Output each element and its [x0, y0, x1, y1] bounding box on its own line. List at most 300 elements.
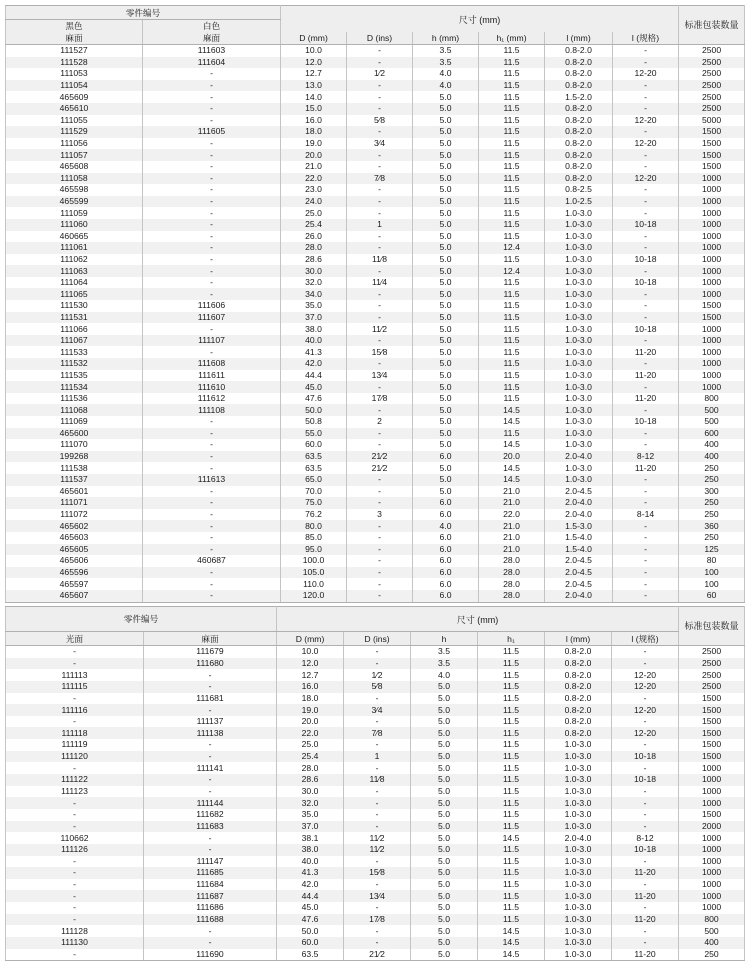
diameter-mm: 42.0 [277, 879, 344, 891]
part-number-primary: 465601 [6, 486, 143, 498]
shank-height: 21.0 [479, 520, 545, 532]
part-number-secondary: - [144, 751, 277, 763]
table-row [6, 323, 745, 335]
shank-height: 14.5 [479, 474, 545, 486]
col-diameter-mm: D (mm) [281, 32, 347, 45]
diameter-mm: 45.0 [277, 902, 344, 914]
shank-height: 12.4 [479, 242, 545, 254]
part-number-secondary: - [143, 254, 281, 266]
grip-spec: - [612, 693, 679, 705]
diameter-ins: - [347, 520, 413, 532]
part-number-secondary: 111603 [143, 45, 281, 57]
pack-quantity: 250 [679, 462, 745, 474]
shank-height: 11.5 [478, 797, 545, 809]
diameter-mm: 19.0 [281, 138, 347, 150]
part-number-secondary: 111612 [143, 393, 281, 405]
grip-spec: - [613, 567, 679, 579]
part-number-primary: 111067 [6, 335, 143, 347]
grip-range: 0.8-2.0 [545, 704, 612, 716]
pack-quantity: 1000 [679, 323, 745, 335]
head-height: 5.0 [413, 486, 479, 498]
part-number-secondary: 111684 [144, 879, 277, 891]
pack-quantity: 2500 [679, 681, 745, 693]
part-number-secondary: 111606 [143, 300, 281, 312]
part-number-secondary: 111138 [144, 727, 277, 739]
diameter-mm: 63.5 [277, 949, 344, 961]
part-number-primary: 111061 [6, 242, 143, 254]
shank-height: 11.5 [478, 646, 545, 658]
part-number-primary: - [6, 949, 144, 961]
part-number-secondary: - [143, 323, 281, 335]
diameter-ins: 3⁄4 [344, 704, 411, 716]
part-number-primary: 111060 [6, 219, 143, 231]
head-height: 5.0 [413, 265, 479, 277]
spec-table-glossy-matte [5, 606, 745, 961]
pack-quantity: 100 [679, 578, 745, 590]
table-row [6, 902, 745, 914]
part-number-primary: 465610 [6, 103, 143, 115]
diameter-mm: 16.0 [281, 115, 347, 127]
grip-spec: - [613, 184, 679, 196]
diameter-ins: - [347, 103, 413, 115]
pack-quantity: 1000 [679, 370, 745, 382]
part-number-secondary: - [143, 219, 281, 231]
diameter-ins: 5⁄8 [344, 681, 411, 693]
part-number-primary: 111068 [6, 404, 143, 416]
table-row [6, 937, 745, 949]
table-row [6, 242, 745, 254]
grip-range: 0.8-2.0 [545, 693, 612, 705]
part-number-secondary: - [143, 207, 281, 219]
part-number-primary: 111123 [6, 786, 144, 798]
grip-spec: - [613, 265, 679, 277]
diameter-mm: 47.6 [281, 393, 347, 405]
diameter-ins: 1 [344, 751, 411, 763]
grip-range: 1.0-3.0 [545, 774, 612, 786]
grip-spec: 8-12 [612, 832, 679, 844]
head-height: 5.0 [413, 300, 479, 312]
part-number-secondary: - [143, 277, 281, 289]
diameter-mm: 12.7 [281, 68, 347, 80]
grip-spec: - [613, 335, 679, 347]
diameter-mm: 110.0 [281, 578, 347, 590]
diameter-mm: 28.6 [277, 774, 344, 786]
part-number-secondary: - [144, 786, 277, 798]
table-row [6, 91, 745, 103]
shank-height: 11.5 [478, 879, 545, 891]
part-number-primary: 465599 [6, 196, 143, 208]
table-row [6, 254, 745, 266]
diameter-ins: - [347, 590, 413, 602]
part-number-secondary: - [143, 91, 281, 103]
pack-quantity: 500 [679, 416, 745, 428]
grip-range: 0.8-2.0 [545, 161, 613, 173]
grip-range: 1.0-3.0 [545, 474, 613, 486]
diameter-mm: 37.0 [281, 312, 347, 324]
pack-quantity: 2500 [679, 103, 745, 115]
part-number-secondary: - [144, 925, 277, 937]
shank-height: 11.5 [479, 126, 545, 138]
grip-range: 1.0-2.5 [545, 196, 613, 208]
diameter-mm: 50.8 [281, 416, 347, 428]
diameter-mm: 38.0 [281, 323, 347, 335]
part-number-secondary: - [143, 288, 281, 300]
diameter-mm: 30.0 [281, 265, 347, 277]
table-row [6, 428, 745, 440]
grip-range: 1.0-3.0 [545, 428, 613, 440]
table-row [6, 520, 745, 532]
part-number-primary: - [6, 856, 144, 868]
part-number-primary: 111130 [6, 937, 144, 949]
pack-quantity: 800 [679, 914, 745, 926]
grip-spec: - [613, 126, 679, 138]
part-number-secondary: - [143, 509, 281, 521]
diameter-ins: 21⁄2 [347, 462, 413, 474]
table-row [6, 57, 745, 69]
part-number-primary: - [6, 809, 144, 821]
diameter-mm: 12.7 [277, 669, 344, 681]
part-number-secondary: - [143, 428, 281, 440]
grip-spec: - [612, 786, 679, 798]
grip-spec: - [613, 474, 679, 486]
dimensions-header: 尺寸 (mm) [277, 607, 679, 632]
head-height: 5.0 [413, 173, 479, 185]
pack-quantity: 1000 [679, 173, 745, 185]
grip-range: 0.8-2.0 [545, 115, 613, 127]
grip-range: 1.0-3.0 [545, 937, 612, 949]
diameter-ins: 13⁄4 [344, 890, 411, 902]
part-number-primary: 465603 [6, 532, 143, 544]
head-height: 6.0 [413, 590, 479, 602]
diameter-ins: - [344, 902, 411, 914]
table-row [6, 716, 745, 728]
grip-spec: - [613, 578, 679, 590]
grip-range: 0.8-2.0 [545, 45, 613, 57]
diameter-ins: - [347, 335, 413, 347]
diameter-mm: 38.0 [277, 844, 344, 856]
table-row [6, 462, 745, 474]
diameter-mm: 70.0 [281, 486, 347, 498]
head-height: 5.0 [411, 681, 478, 693]
part-number-primary: 111063 [6, 265, 143, 277]
table-row [6, 762, 745, 774]
part-number-secondary: - [143, 68, 281, 80]
shank-height: 11.5 [478, 809, 545, 821]
part-number-secondary: 111680 [144, 658, 277, 670]
part-number-primary: - [6, 902, 144, 914]
diameter-mm: 12.0 [277, 658, 344, 670]
grip-range: 1.0-3.0 [545, 462, 613, 474]
grip-spec: - [613, 439, 679, 451]
part-number-primary: 111532 [6, 358, 143, 370]
black-color-header: 黑色 [6, 20, 143, 33]
pack-quantity: 1000 [679, 879, 745, 891]
part-number-primary: - [6, 797, 144, 809]
part-number-primary: 111530 [6, 300, 143, 312]
diameter-ins: 21⁄2 [347, 451, 413, 463]
grip-range: 1.0-3.0 [545, 797, 612, 809]
shank-height: 11.5 [478, 856, 545, 868]
grip-range: 0.8-2.0 [545, 80, 613, 92]
pack-quantity: 1000 [679, 381, 745, 393]
part-number-primary: - [6, 879, 144, 891]
grip-spec: 11-20 [613, 462, 679, 474]
shank-height: 11.5 [478, 669, 545, 681]
col-grip-range: l (mm) [545, 632, 612, 646]
shank-height: 14.5 [478, 949, 545, 961]
shank-height: 21.0 [479, 486, 545, 498]
grip-range: 1.0-3.0 [545, 821, 612, 833]
shank-height: 11.5 [479, 312, 545, 324]
diameter-mm: 120.0 [281, 590, 347, 602]
grip-range: 1.0-3.0 [545, 370, 613, 382]
pack-quantity: 1000 [679, 832, 745, 844]
part-number-primary: 111113 [6, 669, 144, 681]
table-row [6, 532, 745, 544]
grip-range: 1.0-3.0 [545, 739, 612, 751]
diameter-ins: 3⁄4 [347, 138, 413, 150]
head-height: 5.0 [413, 196, 479, 208]
grip-range: 1.0-3.0 [545, 949, 612, 961]
shank-height: 11.5 [479, 207, 545, 219]
head-height: 5.0 [413, 115, 479, 127]
pack-quantity: 80 [679, 555, 745, 567]
head-height: 5.0 [411, 786, 478, 798]
shank-height: 11.5 [478, 727, 545, 739]
grip-spec: 10-18 [613, 277, 679, 289]
part-number-primary: 111528 [6, 57, 143, 69]
pack-quantity: 300 [679, 486, 745, 498]
diameter-mm: 14.0 [281, 91, 347, 103]
head-height: 5.0 [411, 762, 478, 774]
grip-spec: - [613, 497, 679, 509]
diameter-mm: 22.0 [281, 173, 347, 185]
head-height: 5.0 [413, 404, 479, 416]
pack-quantity: 500 [679, 925, 745, 937]
head-height: 5.0 [413, 149, 479, 161]
diameter-ins: 17⁄8 [344, 914, 411, 926]
diameter-ins: - [347, 532, 413, 544]
head-height: 5.0 [413, 288, 479, 300]
part-number-secondary: 111681 [144, 693, 277, 705]
part-number-secondary: - [143, 520, 281, 532]
shank-height: 11.5 [478, 693, 545, 705]
shank-height: 11.5 [479, 300, 545, 312]
grip-spec: - [613, 103, 679, 115]
pack-quantity-header: 标准包装数量 [679, 6, 745, 45]
shank-height: 28.0 [479, 590, 545, 602]
table-row [6, 821, 745, 833]
diameter-mm: 47.6 [277, 914, 344, 926]
table-row [6, 312, 745, 324]
part-number-secondary: 111613 [143, 474, 281, 486]
diameter-ins: - [347, 91, 413, 103]
table-row [6, 346, 745, 358]
head-height: 6.0 [413, 555, 479, 567]
part-number-secondary: - [143, 173, 281, 185]
diameter-ins: - [344, 716, 411, 728]
head-height: 5.0 [411, 844, 478, 856]
shank-height: 21.0 [479, 532, 545, 544]
head-height: 5.0 [411, 902, 478, 914]
matte-finish-header: 麻面 [143, 32, 281, 45]
dimensions-header: 尺寸 (mm) [281, 6, 679, 33]
part-number-secondary: - [144, 669, 277, 681]
matte-finish-header: 麻面 [144, 632, 277, 646]
part-number-secondary: 111107 [143, 335, 281, 347]
part-number-primary: 465605 [6, 544, 143, 556]
grip-range: 1.0-3.0 [545, 786, 612, 798]
grip-range: 1.0-3.0 [545, 809, 612, 821]
grip-range: 1.5-3.0 [545, 520, 613, 532]
part-number-primary: 111122 [6, 774, 144, 786]
diameter-mm: 40.0 [281, 335, 347, 347]
table-row [6, 727, 745, 739]
grip-spec: 10-18 [613, 254, 679, 266]
grip-range: 0.8-2.0 [545, 716, 612, 728]
grip-spec: - [613, 57, 679, 69]
diameter-mm: 19.0 [277, 704, 344, 716]
grip-spec: - [613, 300, 679, 312]
head-height: 5.0 [411, 949, 478, 961]
head-height: 6.0 [413, 544, 479, 556]
part-number-secondary: 111147 [144, 856, 277, 868]
diameter-mm: 32.0 [277, 797, 344, 809]
table-row [6, 693, 745, 705]
part-number-primary: 465597 [6, 578, 143, 590]
grip-spec: - [613, 288, 679, 300]
pack-quantity: 400 [679, 937, 745, 949]
diameter-ins: - [344, 937, 411, 949]
shank-height: 11.5 [479, 335, 545, 347]
head-height: 5.0 [413, 161, 479, 173]
col-grip-spec: l (规格) [612, 632, 679, 646]
part-number-secondary: - [144, 937, 277, 949]
table-row [6, 590, 745, 602]
diameter-ins: 11⁄8 [344, 774, 411, 786]
part-number-secondary: - [143, 346, 281, 358]
part-number-primary: - [6, 914, 144, 926]
pack-quantity-header: 标准包装数量 [679, 607, 745, 646]
part-number-secondary: 111610 [143, 381, 281, 393]
table-row [6, 914, 745, 926]
part-number-primary: 111115 [6, 681, 144, 693]
glossy-finish-header: 光面 [6, 632, 144, 646]
part-number-secondary: - [143, 149, 281, 161]
head-height: 5.0 [413, 474, 479, 486]
pack-quantity: 1500 [679, 739, 745, 751]
grip-spec: - [612, 937, 679, 949]
table-row [6, 231, 745, 243]
diameter-ins: 15⁄8 [347, 346, 413, 358]
head-height: 3.5 [411, 658, 478, 670]
grip-range: 1.0-3.0 [545, 265, 613, 277]
grip-range: 1.0-3.0 [545, 879, 612, 891]
head-height: 3.5 [413, 45, 479, 57]
diameter-mm: 95.0 [281, 544, 347, 556]
grip-range: 1.0-3.0 [545, 381, 613, 393]
part-number-primary: 460665 [6, 231, 143, 243]
pack-quantity: 250 [679, 474, 745, 486]
table-row [6, 277, 745, 289]
shank-height: 14.5 [479, 404, 545, 416]
diameter-ins: - [344, 762, 411, 774]
diameter-mm: 10.0 [277, 646, 344, 658]
diameter-ins: - [347, 497, 413, 509]
grip-spec: - [613, 428, 679, 440]
head-height: 5.0 [413, 312, 479, 324]
grip-spec: - [613, 555, 679, 567]
head-height: 5.0 [411, 797, 478, 809]
part-number-primary: 111128 [6, 925, 144, 937]
head-height: 6.0 [413, 578, 479, 590]
grip-spec: 12-20 [612, 681, 679, 693]
part-number-header: 零件编号 [6, 6, 281, 20]
part-number-secondary: - [143, 103, 281, 115]
diameter-mm: 80.0 [281, 520, 347, 532]
diameter-ins: - [347, 242, 413, 254]
diameter-mm: 60.0 [281, 439, 347, 451]
grip-spec: - [613, 149, 679, 161]
table-row [6, 925, 745, 937]
shank-height: 11.5 [479, 57, 545, 69]
part-number-secondary: 111144 [144, 797, 277, 809]
shank-height: 11.5 [478, 902, 545, 914]
head-height: 5.0 [413, 393, 479, 405]
diameter-mm: 30.0 [277, 786, 344, 798]
shank-height: 22.0 [479, 509, 545, 521]
pack-quantity: 1500 [679, 704, 745, 716]
diameter-ins: 1 [347, 219, 413, 231]
diameter-mm: 18.0 [277, 693, 344, 705]
grip-spec: - [612, 925, 679, 937]
table-row [6, 704, 745, 716]
diameter-ins: - [347, 161, 413, 173]
shank-height: 11.5 [479, 103, 545, 115]
part-number-secondary: - [143, 451, 281, 463]
part-number-primary: 111072 [6, 509, 143, 521]
part-number-secondary: 111607 [143, 312, 281, 324]
head-height: 4.0 [413, 68, 479, 80]
grip-range: 2.0-4.5 [545, 555, 613, 567]
table-row [6, 646, 745, 658]
grip-spec: - [612, 902, 679, 914]
head-height: 4.0 [413, 80, 479, 92]
grip-spec: - [612, 856, 679, 868]
part-number-primary: 111056 [6, 138, 143, 150]
diameter-ins: 7⁄8 [344, 727, 411, 739]
diameter-ins: - [347, 149, 413, 161]
grip-spec: - [612, 646, 679, 658]
diameter-mm: 35.0 [277, 809, 344, 821]
part-number-primary: 465602 [6, 520, 143, 532]
grip-spec: - [613, 381, 679, 393]
head-height: 5.0 [413, 207, 479, 219]
pack-quantity: 1000 [679, 207, 745, 219]
part-number-primary: 111059 [6, 207, 143, 219]
part-number-primary: 111116 [6, 704, 144, 716]
table-row [6, 774, 745, 786]
part-number-secondary: 111605 [143, 126, 281, 138]
part-number-primary: 111531 [6, 312, 143, 324]
table-row [6, 474, 745, 486]
part-number-primary: 111058 [6, 173, 143, 185]
diameter-ins: - [347, 404, 413, 416]
pack-quantity: 1000 [679, 786, 745, 798]
diameter-ins: - [347, 544, 413, 556]
part-number-primary: - [6, 890, 144, 902]
part-number-primary: - [6, 646, 144, 658]
